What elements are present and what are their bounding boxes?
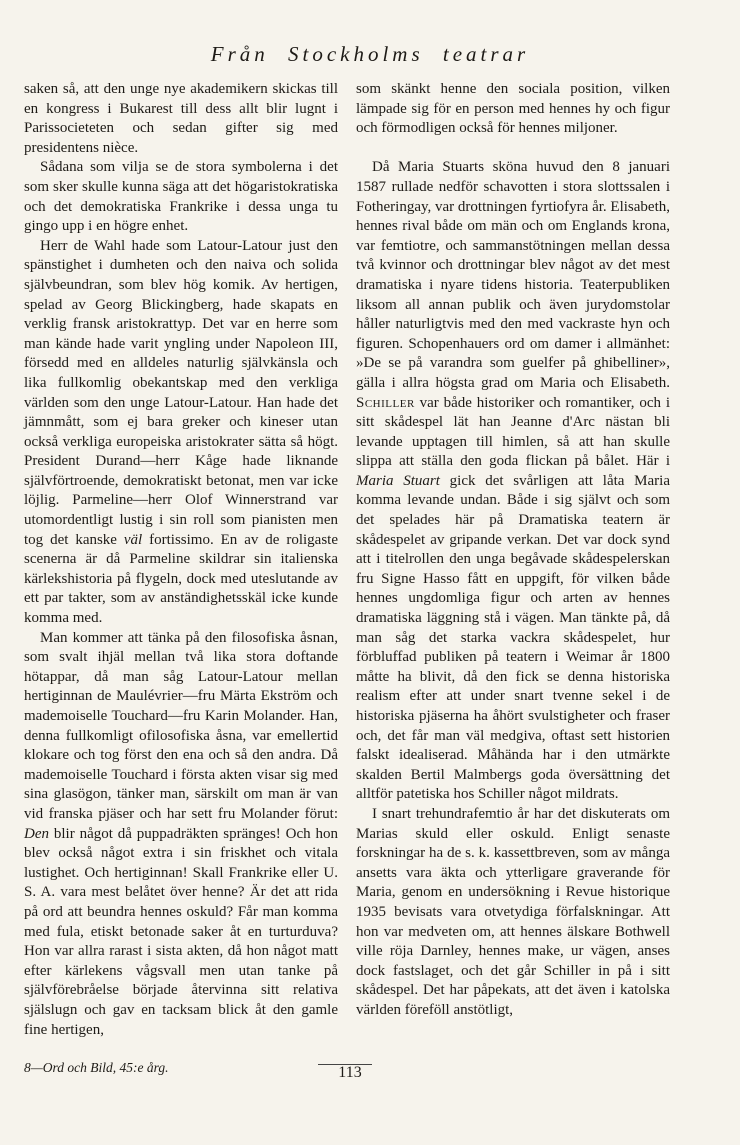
paragraph [24,629,338,1040]
paragraph: Sådana som vilja se de stora symbolerna i det som sker skulle kunna säga att det högaristokratiska och det demokratiska Frankrike i dessa unga tu gingo upp i en högre enhet. [24,159,338,235]
text-run: Man kommer att tänka på den filosofiska åsnan, som svalt ihjäl mellan två lika stora doftande hötappar, då man såg Latour-Latour mellan hertiginnan de Maulévrier—fru Märta Ekström och mademoiselle Touchard—fru Karin Molander. Han, denna fullkomligt ofilosofiska åsna, var emellertid klokare och tog först den ena och så den andra. Då mademoiselle Touchard i första akten visar sig med sina glasögon, tänker man, särskilt om man är van vid franska pjäser och har sett fru Molander förut: [24,629,338,822]
small-caps-name: Schiller [356,394,415,411]
paragraph: som skänkt henne den sociala position, vilken lämpade sig för en person med hennes hy och figur och förmodligen också för hennes miljoner. [356,81,670,137]
emphasis: Maria Stuart [356,472,440,489]
page-number: 113 [338,1064,362,1081]
paragraph [356,158,670,805]
emphasis: Den [24,825,49,842]
emphasis: väl [123,531,143,548]
text-run: var både historiker och romantiker, och i sitt skådespel lät han Jeanne d'Arc nästan bli levande upptagen till himlen, så att han skulle slippa att ställa den goda flickan på bålet. Här i [356,394,670,470]
paragraph: saken så, att den unge nye akademikern skickas till en kongress i Bukarest till dess allt blir lugnt i Parissocieteten och sedan gifter sig med presidentens nièce. [24,81,338,156]
signature-mark: 8—Ord och Bild, 45:e årg. [24,1060,169,1075]
text-run: gick det svårligen att låta Maria komma levande undan. Både i sig självt och som det spelades här på Dramatiska teatern är skådespelet av gripande verkan. Det var dock synd att i titelrollen den unga begåvade skådespelerskan fru Signe Hasso fått en uppgift, för vilken både hennes ungdomliga figur och arten av hennes dramatiska läggning stå i vägen. Man tänkte på, då man såg det starka vackra skådespelet, hur förbluffad publiken på teatern i Weimar år 1800 måtte ha blivit, då den fick se denna historiska realism efter att under snart tvenne sekel i de historiska pjäserna ha åhört svulstigheter och fraser och, det får man väl medgiva, oftast sett historien falskt idealiserad. Måhända har i den utmärkte skalden Bertil Malmbergs goda översättning det alltför patetiska hos Schiller något mildrats. [356,472,670,803]
right-column [356,80,670,1021]
paragraph: I snart trehundrafemtio år har det diskuterats om Marias skuld eller oskuld. Enligt senaste forskningar ha de s. k. kassettbreven, som av många ansetts vara äkta och ytterligare graverande för Maria, genom en undersökning i Revue historique 1935 bevisats vara otvetydiga förfalskningar. Att hon var medveten om, att hennes älskare Bothwell ville röja Darnley, hennes make, ur vägen, anses dock fastslaget, och det går Schiller in på i sitt skådespel. Det har påpekats, att det även i katolska världen föreföll anstötligt, [356,805,670,1018]
running-title: Från Stockholms teatrar [210,42,530,66]
text-run: Herr de Wahl hade som Latour-Latour just den spänstighet i dumheten och den naiva och solida självbeundran, som blev hög komik. Av hertigen, spelad av Georg Blickingberg, hade skapats en verklig fransk aristokrattyp. Det var en herre som man kände hade varit yngling under Napoleon III, försedd med en alldeles naturlig självkänsla och lika fullkomlig obekantskap med den verkliga världen som den unge Latour-Latour. Han hade det jämnmått, som ej bara greker och kineser utan också verkliga europeiska aristokrater sätta så högt. President Durand—herr Kåge hade liknande självförtroende, demokratiskt betonat, men var icke löjlig. Parmeline—herr Olof Winnerstrand var utomordentligt lustig i sin roll som pianisten men tog det kanske [24,237,338,548]
text-run: Då Maria Stuarts sköna huvud den 8 januari 1587 rullade nedför schavotten i stora slottssalen i Fotheringay, var drottningen fyrtiofyra år. Elisabeth, hennes rival både om män och om Englands krona, var femtiotre, och sammanstötningen mellan dessa två kvinnor och drottningar blev något av det mest dramatiska i nyare tidens historia. Teaterpubliken liksom all annan publik och även jurydomstolar håller naturligtvis med den med vackraste hyn och figuren. Schopenhauers ord om damer i allmänhet: »De se på varandra som guelfer på ghibelliner», gälla i allra högsta grad om Maria och Elisabeth. [356,159,670,391]
paragraph [24,237,338,629]
left-column [24,80,338,1040]
text-run: fortissimo. En av de roligaste scenerna är då Parmeline skildrar sin italienska kärlekshistoria på flygeln, dock med uteslutande av ett par takter, som av anständighetsskäl icke kunde komma med. [24,531,338,627]
text-run: blir något då puppadräkten spränges! Och hon blev också något extra i sin friskhet och vitala lustighet. Och hertiginnan! Skall Frankrike eller U. S. A. vara mest belåtet över henne? Är det att rida på ord att beundra hennes oskuld? Får man komma med fula, etiskt betonade saker åt en turturduva? Hon var allra rarast i sista akten, då hon något matt efter kärlekens vågsvall men utan tanke på självförebråelse började återvinna sitt relativa själslugn och gav en tacksam blick åt den gamle fine hertigen, [24,825,338,1038]
